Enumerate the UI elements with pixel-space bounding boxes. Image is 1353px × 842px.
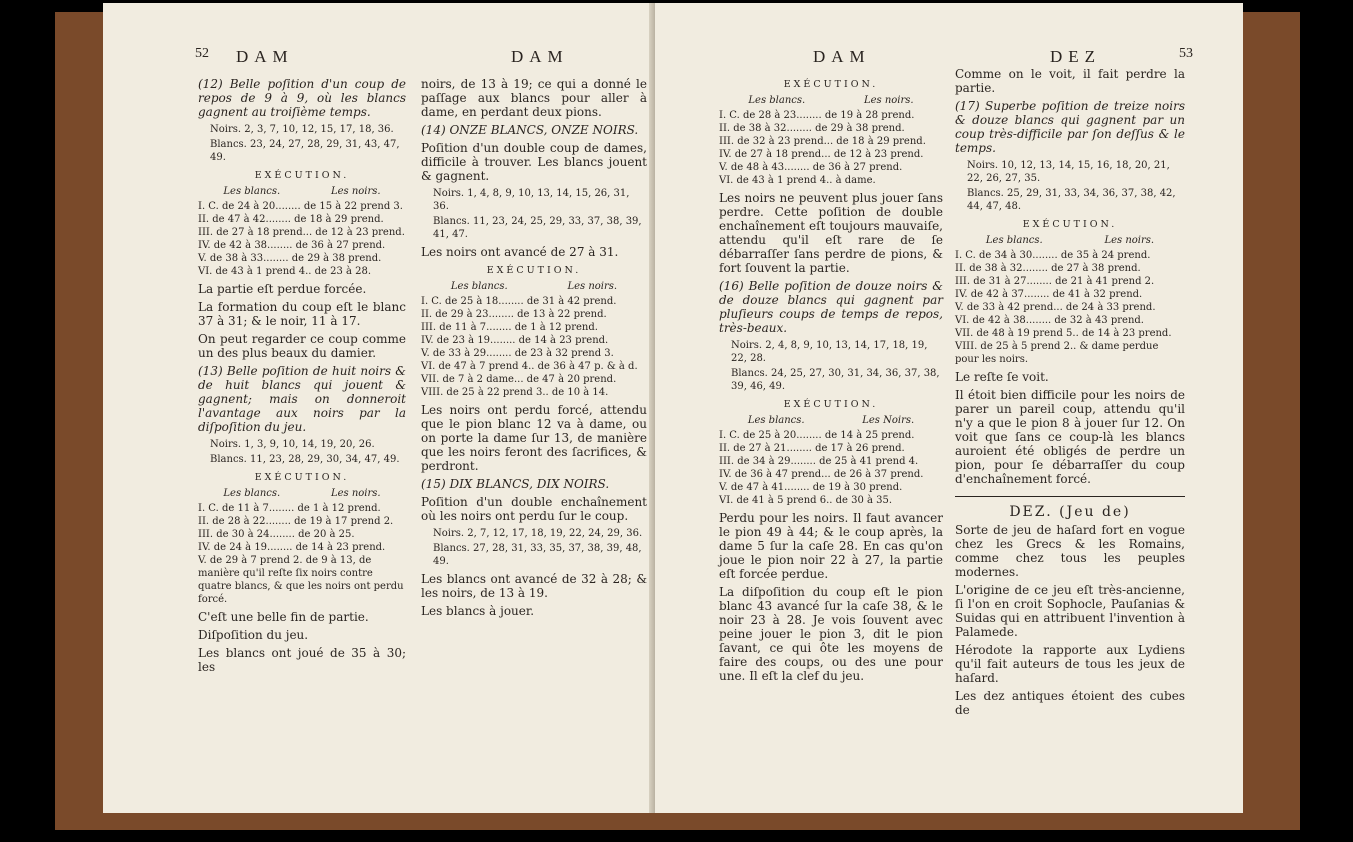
right-page — [655, 3, 1243, 813]
paragraph: Les dez antiques étoient des cubes de — [955, 689, 1185, 717]
section-heading: EXÉCUTION. — [486, 265, 582, 276]
article-title: DEZ. (Jeu de) — [1009, 504, 1131, 520]
section-heading: EXÉCUTION. — [783, 399, 879, 410]
move-row: III. de 30 à 24........ de 20 à 25. — [198, 529, 355, 540]
section-heading: EXÉCUTION. — [254, 472, 350, 483]
move-row: I. C. de 28 à 23........ de 19 à 28 prend. — [719, 110, 915, 121]
move-row: II. de 27 à 21........ de 17 à 26 prend. — [719, 443, 905, 454]
problem-title: (17) Superbe poſition de treize noirs & douze blancs qui gagnent par un coup très-difficile par ſon deſſus & le temps. — [955, 99, 1185, 155]
paragraph: Le reſte ſe voit. — [955, 370, 1049, 384]
paragraph: La formation du coup eſt le blanc 37 à 31; & le noir, 11 à 17. — [198, 300, 406, 328]
problem-title: (15) DIX BLANCS, DIX NOIRS. — [421, 477, 610, 491]
table-header: Les blancs. Les noirs. — [223, 186, 381, 197]
running-header: DAM — [236, 47, 294, 66]
move-row: VI. de 42 à 38........ de 32 à 43 prend. — [955, 315, 1144, 326]
move-row: III. de 34 à 29........ de 25 à 41 prend 4. — [719, 456, 919, 467]
piece-list: Blancs. 25, 29, 31, 33, 34, 36, 37, 38, 42, 44, 47, 48. — [967, 188, 1176, 212]
paragraph: Les noirs ont avancé de 27 à 31. — [421, 245, 619, 259]
move-row: III. de 27 à 18 prend... de 12 à 23 prend. — [198, 227, 405, 238]
move-row: VII. de 48 à 19 prend 5.. de 14 à 23 prend. — [955, 328, 1172, 339]
move-row: IV. de 27 à 18 prend... de 12 à 23 prend. — [719, 149, 924, 160]
paragraph: Les noirs ne peuvent plus jouer ſans perdre. Cette poſition de double enchaînement eſt toujours mauvaiſe, attendu qu'il eſt rare de ſe débarraſſer ſans perdre de pions, & fort ſouvent la partie. — [719, 191, 943, 275]
move-row: III. de 31 à 27........ de 21 à 41 prend 2. — [955, 276, 1155, 287]
paragraph: Les blancs ont avancé de 32 à 28; & les noirs, de 13 à 19. — [421, 572, 647, 600]
problem-title: (12) Belle poſition d'un coup de repos de 9 à 9, où les blancs gagnent au troiſième temps. — [198, 77, 406, 119]
piece-list: Blancs. 11, 23, 28, 29, 30, 34, 47, 49. — [210, 454, 400, 465]
text-column — [719, 73, 943, 687]
paragraph: C'eſt une belle fin de partie. — [198, 610, 369, 624]
problem-title: (13) Belle poſition de huit noirs & de huit blancs qui jouent & gagnent; mais on donneroit l'avantage aux noirs par la diſpoſition du jeu. — [198, 364, 406, 434]
move-row: III. de 32 à 23 prend... de 18 à 29 prend. — [719, 136, 926, 147]
move-row: V. de 47 à 41........ de 19 à 30 prend. — [719, 482, 903, 493]
move-row: IV. de 36 à 47 prend... de 26 à 37 prend. — [719, 469, 924, 480]
move-row: VI. de 47 à 7 prend 4.. de 36 à 47 p. & à d. — [421, 361, 638, 372]
section-heading: EXÉCUTION. — [254, 170, 350, 181]
move-row: II. de 38 à 32........ de 29 à 38 prend. — [719, 123, 905, 134]
paragraph: Comme on le voit, il fait perdre la partie. — [955, 67, 1185, 95]
move-row: I. C. de 11 à 7........ de 1 à 12 prend. — [198, 503, 381, 514]
move-row: I. C. de 25 à 18........ de 31 à 42 prend. — [421, 296, 617, 307]
section-rule — [955, 496, 1185, 497]
page-number: 52 — [195, 46, 209, 61]
table-header: Les blancs. Les noirs. — [748, 95, 914, 106]
page-number: 53 — [1179, 46, 1193, 61]
table-header: Les blancs. Les noirs. — [450, 281, 618, 292]
paragraph: Les blancs à jouer. — [421, 604, 535, 618]
table-header: Les blancs. Les noirs. — [985, 235, 1155, 246]
move-row: II. de 28 à 22........ de 19 à 17 prend 2. — [198, 516, 394, 527]
paragraph: La partie eſt perdue forcée. — [198, 282, 367, 296]
move-row: VIII. de 25 à 22 prend 3.. de 10 à 14. — [421, 387, 609, 398]
move-row: VII. de 7 à 2 dame... de 47 à 20 prend. — [421, 374, 617, 385]
move-row: V. de 48 à 43........ de 36 à 27 prend. — [719, 162, 903, 173]
text-column — [421, 73, 647, 622]
move-row: II. de 47 à 42........ de 18 à 29 prend. — [198, 214, 384, 225]
text-column — [955, 63, 1185, 721]
move-row: VI. de 43 à 1 prend 4.. de 23 à 28. — [198, 266, 372, 277]
table-header: Les blancs. Les Noirs. — [747, 415, 915, 426]
paragraph: noirs, de 13 à 19; ce qui a donné le paſſage aux blancs pour aller à dame, en perdant deux pions. — [421, 77, 647, 119]
paragraph: Les blancs ont joué de 35 à 30; les — [198, 646, 406, 674]
paragraph: La diſpoſition du coup eſt le pion blanc 43 avancé ſur la caſe 38, & le noir 23 à 28. Je vois ſouvent avec peine jouer le pion 3, dit le pion ſavant, ce qui ôte les moyens de faire des coups, ou des une pour une. Il eſt la clef du jeu. — [719, 585, 943, 683]
move-row: I. C. de 24 à 20........ de 15 à 22 prend 3. — [198, 201, 403, 212]
paragraph: Sorte de jeu de haſard fort en vogue chez les Grecs & les Romains, comme chez tous les peuples modernes. — [955, 523, 1185, 579]
paragraph: On peut regarder ce coup comme un des plus beaux du damier. — [198, 332, 406, 360]
section-heading: EXÉCUTION. — [1022, 219, 1118, 230]
move-row: V. de 33 à 42 prend... de 24 à 33 prend. — [955, 302, 1156, 313]
move-row: II. de 29 à 23........ de 13 à 22 prend. — [421, 309, 607, 320]
move-row: IV. de 24 à 19........ de 14 à 23 prend. — [198, 542, 386, 553]
paragraph: Diſpoſition du jeu. — [198, 628, 309, 642]
move-row: VIII. de 25 à 5 prend 2.. & dame perdue pour les noirs. — [955, 341, 1159, 365]
piece-list: Blancs. 27, 28, 31, 33, 35, 37, 38, 39, 48, 49. — [433, 543, 642, 567]
paragraph: Il étoit bien difficile pour les noirs de parer un pareil coup, attendu qu'il n'y a que le pion 8 à jouer ſur 12. On voit que ſans ce coup-là les blancs auroient été obligés de perdre un pion, pour ſe débarraſſer du coup d'enchaînement forcé. — [955, 388, 1185, 486]
piece-list: Noirs. 2, 4, 8, 9, 10, 13, 14, 17, 18, 19, 22, 28. — [731, 340, 928, 364]
move-row: I. C. de 34 à 30........ de 35 à 24 prend. — [955, 250, 1151, 261]
piece-list: Noirs. 1, 3, 9, 10, 14, 19, 20, 26. — [210, 439, 375, 450]
move-row: II. de 38 à 32........ de 27 à 38 prend. — [955, 263, 1141, 274]
running-header: DAM — [813, 47, 871, 66]
piece-list: Noirs. 1, 4, 8, 9, 10, 13, 14, 15, 26, 31, 36. — [433, 188, 630, 212]
move-row: VI. de 43 à 1 prend 4.. à dame. — [719, 175, 876, 186]
move-row: IV. de 42 à 38........ de 36 à 27 prend. — [198, 240, 386, 251]
table-header: Les blancs. Les noirs. — [223, 488, 381, 499]
piece-list: Noirs. 10, 12, 13, 14, 15, 16, 18, 20, 21, 22, 26, 27, 35. — [967, 160, 1170, 184]
move-row: V. de 29 à 7 prend 2. de 9 à 13, de manière qu'il reſte ſix noirs contre quatre blancs, & que les noirs ont perdu forcé. — [198, 555, 404, 605]
move-row: IV. de 23 à 19........ de 14 à 23 prend. — [421, 335, 609, 346]
move-row: VI. de 41 à 5 prend 6.. de 30 à 35. — [719, 495, 893, 506]
paragraph: Poſition d'un double enchaînement où les noirs ont perdu ſur le coup. — [421, 495, 647, 523]
piece-list: Blancs. 11, 23, 24, 25, 29, 33, 37, 38, 39, 41, 47. — [433, 216, 642, 240]
move-row: V. de 33 à 29........ de 23 à 32 prend 3. — [421, 348, 614, 359]
move-row: V. de 38 à 33........ de 29 à 38 prend. — [198, 253, 382, 264]
move-row: III. de 11 à 7........ de 1 à 12 prend. — [421, 322, 598, 333]
problem-title: (16) Belle poſition de douze noirs & de douze blancs qui gagnent par pluſieurs coups de temps de repos, très-beaux. — [719, 279, 943, 335]
move-row: I. C. de 25 à 20........ de 14 à 25 prend. — [719, 430, 915, 441]
paragraph: Hérodote la rapporte aux Lydiens qu'il fait auteurs de tous les jeux de haſard. — [955, 643, 1185, 685]
piece-list: Noirs. 2, 7, 12, 17, 18, 19, 22, 24, 29, 36. — [433, 528, 643, 539]
running-header: DEZ — [1050, 47, 1102, 66]
piece-list: Blancs. 23, 24, 27, 28, 29, 31, 43, 47, 49. — [210, 139, 400, 163]
text-column — [198, 73, 406, 678]
running-header: DAM — [511, 47, 569, 66]
paragraph: Poſition d'un double coup de dames, difficile à trouver. Les blancs jouent & gagnent. — [421, 141, 647, 183]
paragraph: Perdu pour les noirs. Il faut avancer le pion 49 à 44; & le coup après, la dame 5 ſur la caſe 28. En cas qu'on joue le pion noir 22 à 27, la partie eſt forcée perdue. — [719, 511, 943, 581]
paragraph: L'origine de ce jeu eſt très-ancienne, ſi l'on en croit Sophocle, Pauſanias & Suidas qui en attribuent l'invention à Palamede. — [955, 583, 1185, 639]
paragraph: Les noirs ont perdu forcé, attendu que le pion blanc 12 va à dame, ou on porte la dame ſur 13, de manière que les noirs feront des ſacrifices, & perdront. — [421, 403, 647, 473]
problem-title: (14) ONZE BLANCS, ONZE NOIRS. — [421, 123, 639, 137]
left-page — [103, 3, 707, 813]
piece-list: Noirs. 2, 3, 7, 10, 12, 15, 17, 18, 36. — [210, 124, 394, 135]
section-heading: EXÉCUTION. — [783, 79, 879, 90]
piece-list: Blancs. 24, 25, 27, 30, 31, 34, 36, 37, 38, 39, 46, 49. — [731, 368, 940, 392]
move-row: IV. de 42 à 37........ de 41 à 32 prend. — [955, 289, 1143, 300]
